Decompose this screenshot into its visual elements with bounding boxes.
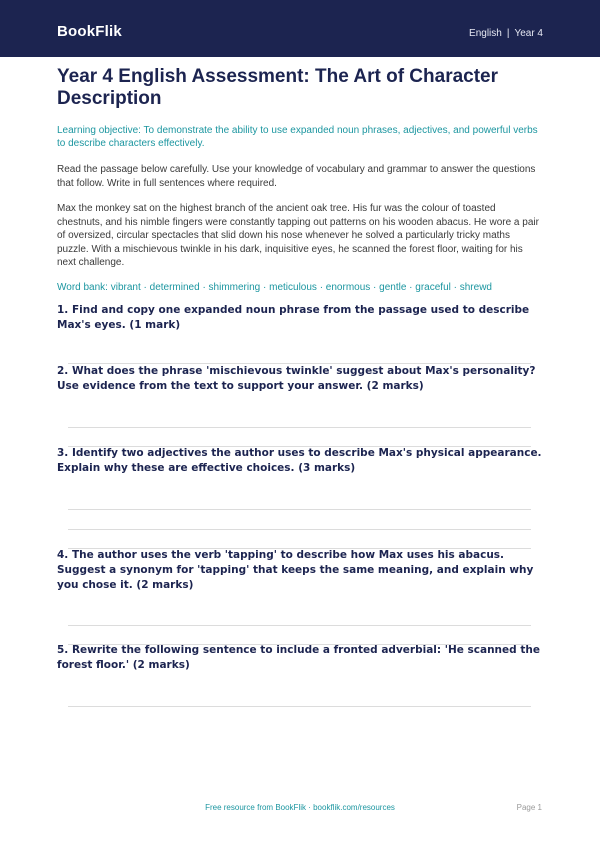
question-3: 3. Identify two adjectives the author uses to describe Max's physical appearance. Explain why these are effective choices. (3 marks) xyxy=(57,447,542,474)
page-number: Page 1 xyxy=(516,803,542,812)
question-5: 5. Rewrite the following sentence to include a fronted adverbial: 'He scanned the forest floor.' (2 marks) xyxy=(57,644,540,671)
footer-resource-link[interactable]: Free resource from BookFlik · bookflik.com/resources xyxy=(205,803,395,812)
brand-logo[interactable]: BookFlik xyxy=(57,23,122,40)
subject-label: English xyxy=(469,28,502,39)
word-bank: Word bank: vibrant · determined · shimmering · meticulous · enormous · gentle · graceful · shrewd xyxy=(57,281,492,293)
answer-line-4a[interactable] xyxy=(68,625,531,626)
question-4: 4. The author uses the verb 'tapping' to describe how Max uses his abacus. Suggest a synonym for 'tapping' that keeps the same meaning, and explain why you chose it. (2 marks) xyxy=(57,549,534,591)
question-2: 2. What does the phrase 'mischievous twinkle' suggest about Max's personality? Use evidence from the text to support your answer. (2 marks) xyxy=(57,365,536,392)
year-label: Year 4 xyxy=(514,28,543,39)
breadcrumb xyxy=(469,28,543,39)
header-bar xyxy=(0,0,600,57)
breadcrumb-separator: | xyxy=(506,28,510,39)
answer-line-3b[interactable] xyxy=(68,529,531,530)
learning-objective: Learning objective: To demonstrate the ability to use expanded noun phrases, adjectives, and powerful verbs to describe characters effectively. xyxy=(57,125,538,149)
intro-section xyxy=(57,66,543,294)
page-title: Year 4 English Assessment: The Art of Character Description xyxy=(57,66,499,109)
answer-line-3a[interactable] xyxy=(68,509,531,510)
instructions: Read the passage below carefully. Use your knowledge of vocabulary and grammar to answer the questions that follow. Write in full sentences where required. xyxy=(57,164,536,189)
answer-line-2a[interactable] xyxy=(68,427,531,428)
question-1: 1. Find and copy one expanded noun phrase from the passage used to describe Max's eyes. (1 mark) xyxy=(57,304,530,331)
answer-line-5[interactable] xyxy=(68,706,531,707)
reading-passage: Max the monkey sat on the highest branch of the ancient oak tree. His fur was the colour of toasted chestnuts, and his nimble fingers were constantly tapping out patterns on his wooden abacus. He wore a pair of oversized, circular spectacles that slid down his nose whenever he solved a particularly tricky maths puzzle. With a mischievous twinkle in his dark, inquisitive eyes, he scanned the forest floor, waiting for his next challenge. xyxy=(57,203,539,268)
